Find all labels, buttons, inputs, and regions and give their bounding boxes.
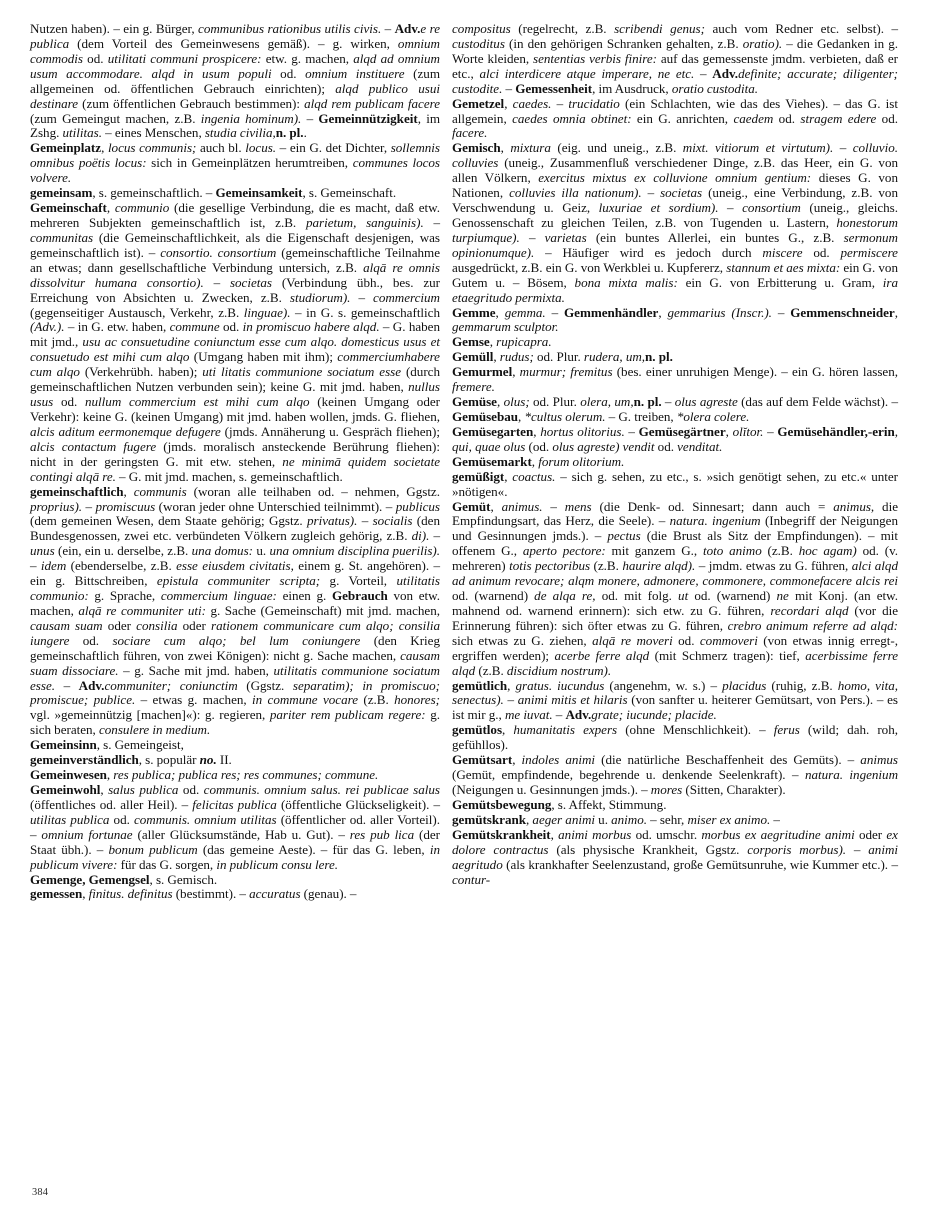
dictionary-entry: Gemme, gemma. – Gemmenhändler, gemmarius (Inscr.). – Gemmenschneider, gemmarum sculptor. — [452, 304, 898, 335]
dictionary-entry: compositus (regelrecht, z.B. scribendi genus; auch vom Redner etc. selbst). – custoditus (in den gehörigen Schranken gehalten, z.B. oratio). – die Gedanken in g. Worte kleiden, sententias verbis finire: auf das gemessenste jmdm. verbieten, daß er etc., alci interdicere atque imperare, ne etc. – Adv.definite; accurate; diligenter; custodite. – Gemessenheit, im Ausdruck, oratio custodita. — [452, 21, 899, 96]
dictionary-entry: Gemeinwohl, salus publica od. communis. omnium salus. rei publicae salus (öffentliches od. aller Heil). – felicitas publica (öffentliche Glückseligkeit). – utilitas publica od. communis. omnium utilitas (öffentlicher od. aller Vorteil). – omnium fortunae (aller Glücksumstände, Hab u. Gut). – res pub lica (der Staat übh.). – bonum publicum (das gemeine Aeste). – für das G. leben, in publicum vivere: für das G. sorgen, in publicum consu lere. — [30, 782, 441, 872]
dictionary-entry: Gemüt, animus. – mens (die Denk- od. Sinnesart; dann auch = animus, die Empfindungsart, das Herz, die Seele). – natura. ingenium (Inbegriff der Neigungen und Gesinnungen jmds.). – pectus (die Brust als Sitz der Empfindungen). – mit offenem G., aperto pectore: mit ganzem G., toto animo (z.B. hoc agam) od. (v. mehreren) totis pectoribus (z.B. haurire alqd). – jmdm. etwas zu G. führen, alci alqd ad animum revocare; alqm monere, admonere, commonere, commonefacere alcis rei od. (warnend) de alqa re, od. mit folg. ut od. (warnend) ne mit Konj. (an etw. mahnend od. warnend erinnern): sich etw. zu G. führen, recordari alqd (vor die Erinnerung führen): sich öfter etwas zu G. führen, crebro animum referre ad alqd: sich etwas zu G. ziehen, alqā re moveri od. commoveri (von etwas innig erregt-, ergriffen werden); acerbe ferre alqd (mit Schmerz tragen): tief, acerbissime ferre alqd (z.B. discidium nostrum). — [452, 498, 899, 678]
dictionary-entry: Gemütsbewegung, s. Affekt, Stimmung. — [452, 796, 667, 812]
dictionary-entry: Gemetzel, caedes. – trucidatio (ein Schlachten, wie das des Viehes). – das G. ist allgemein, caedes omnia obtinet: ein G. anrichten, caedem od. stragem edere od. facere. — [452, 95, 898, 141]
dictionary-entry: gemüßigt, coactus. – sich g. sehen, zu etc., s. »sich genötigt sehen, zu etc.« unter »nötigen«. — [452, 468, 898, 499]
dictionary-entry: Gemüsegarten, hortus olitorius. – Gemüsegärtner, olĭtor. – Gemüsehändler,-erin, qui, quae olus (od. olus agreste) vendit od. venditat. — [452, 423, 898, 454]
dictionary-entry: Gemeinsinn, s. Gemeingeist, — [30, 737, 184, 753]
dictionary-entry: gemütlos, humanitatis expers (ohne Menschlichkeit). – ferus (wild; dah. roh, gefühllos). — [452, 722, 898, 753]
dictionary-entry: Gemüse, olus; od. Plur. olera, um,n. pl. – olus agreste (das auf dem Felde wächst). – Gemüsebau, *cultus olerum. – G. treiben, *olera colere. — [452, 394, 898, 424]
dictionary-entry: Gemütskrankheit, animi morbus od. umschr. morbus ex aegritudine animi oder ex dolore contractus (als physische Krankheit, Ggstz. corporis morbus). – animi aegritudo (als krankhafter Seelenzustand, große Gemütsunruhe, wie Kummer etc.). – contur- — [452, 826, 899, 887]
dictionary-entry: Gemenge, Gemengsel, s. Gemisch. — [30, 871, 218, 887]
dictionary-entry: gemeinsam, s. gemeinschaftlich. – Gemeinsamkeit, s. Gemeinschaft. — [30, 185, 397, 201]
right-column — [452, 22, 898, 887]
two-column-layout — [30, 22, 911, 902]
dictionary-entry: Gemütsart, indoles animi (die natürliche Beschaffenheit des Gemüts). – animus (Gemüt, empfindende, begehrende u. denkende Seelenkraft). – natura. ingenium (Neigungen u. Gesinnungen jmds.). – mores (Sitten, Charakter). — [452, 752, 899, 798]
dictionary-entry: gemütlich, gratus. iucundus (angenehm, w. s.) – placidus (ruhig, z.B. homo, vita, senectus). – animi mitis et hilaris (von sanfter u. heiterer Gemütsart, von Pers.). – es ist mir g., me iuvat. – Adv.grate; iucunde; placide. — [452, 677, 898, 723]
dictionary-entry: Gemüsemarkt, forum olitorium. — [452, 453, 625, 469]
dictionary-entry: gemeinschaftlich, communis (woran alle teilhaben od. – nehmen, Ggstz. proprius). – promiscuus (woran jeder ohne Unterschied teilnimmt). – publicus (dem gemeinen Wesen, dem Staate gehörig; Ggstz. privatus). – socialis (den Bundesgenossen, zwei etc. verbündeten Völkern zugleich gehörig, z.B. di). – unus (ein, ein u. derselbe, z.B. una domus: u. una omnium disciplina puerilis). – idem (ebenderselbe, z.B. esse eiusdem civitatis, einem g. St. angehören). – ein g. Bittschreiben, epistula communiter scripta; g. Vorteil, utilitatis communio: g. Sprache, commercium linguae: einen g. Gebrauch von etw. machen, alqā re communiter uti: g. Sache (Gemeinschaft) mit jmd. machen, causam suam oder consilia oder rationem communicare cum alqo; consilia iungere od. sociare cum alqo; bel lum coniungere (den Krieg gemeinschaftlich führen, von zwei Königen): nicht g. Sache machen, causam suam dissociare. – g. Sache mit jmd. haben, utilitatis communione sociatum esse. – Adv.communiter; coniunctim (Ggstz. separatim); in promiscuo; promiscue; publice. – etwas g. machen, in commune vocare (z.B. honores; vgl. »gemeinnützig [machen]«): g. regieren, pariter rem publicam regere: g. sich beraten, consulere in medium. — [30, 483, 441, 738]
dictionary-entry: Gemüll, rudus; od. Plur. rudera, um,n. pl. — [452, 349, 673, 365]
left-column — [30, 22, 440, 902]
dictionary-entry: Gemeinplatz, locus communis; auch bl. locus. – ein G. det Dichter, sollemnis omnibus poëtis locus: sich in Gemeinplätzen herumtreiben, communes locos volvere. — [30, 140, 440, 186]
dictionary-entry: gemeinverständlich, s. populär no. II. — [30, 752, 232, 768]
dictionary-entry: gemessen, finitus. definitus (bestimmt). – accuratus (genau). – — [30, 886, 357, 902]
dictionary-entry: Gemse, rupicapra. — [452, 334, 552, 350]
dictionary-entry: Gemeinschaft, communio (die gesellige Verbindung, die es macht, daß etw. mehreren Subjekten gemeinschaftlich ist, z.B. parietum, sanguinis). – communitas (die Gemeinschaftlichkeit, als die Eigenschaft desjenigen, was gemeinschaftlich ist). – consortio. consortium (gemeinschaftliche Teilnahme an etwas; dann gesellschaftliche Verbindung untersich, z.B. alqā re omnis dissolvitur humana consortio). – societas (Verbindung übh., bes. zur Erreichung von Absichten u. Zwecken, z.B. studiorum). – commercium (gegenseitiger Austausch, Verkehr, z.B. linguae). – in G. s. gemeinschaftlich (Adv.). – in G. etw. haben, commune od. in promiscuo habere alqd. – G. haben mit jmd., usu ac consuetudine coniunctum esse cum alqo. domesticus usus et consuetudo est mihi cum alqo (Umgang haben mit ihm); commerciumhabere cum alqo (Verkehrübh. haben); uti litatis communione sociatum esse (durch gemeinschaftlichen Nutzen verbunden sein); keine G. mit jmd. haben, nullus usus od. nullum commercium est mihi cum alqo (keinen Umgang oder Verkehr): keine G. (keinen Umgang) mit jmd. haben wollen, jmds. G. fliehen, alcis aditum eermonemque defugere (jmds. Annäherung u. Gespräch fliehen); alcis contactum fugere (jmds. moralisch ansteckende Berührung fliehen): nicht in der geringsten G. mit etw. stehen, ne minimā quidem societate contingi alqā re. – G. mit jmd. machen, s. gemeinschaftlich. — [30, 200, 441, 484]
dictionary-entry: Gemeinwesen, res publica; publica res; res communes; commune. — [30, 767, 379, 783]
dictionary-entry: Gemisch, mixtura (eig. und uneig., z.B. mixt. vitiorum et virtutum). – colluvio. colluvies (uneig., Zusammenfluß verschiedener Dinge, z.B. das Heer, ein G. von allen Völkern, exercitus mixtus ex colluvione omnium gentium: dieses G. von Nationen, colluvies illa nationum). – societas (uneig., eine Verbindung, z.B. von Verschwendung u. Geiz, luxuriae et sordium). – consortium (uneig., gleichs. Genossenschaft zu gleichen Teilen, z.B. von Tugenden u. Lastern, honestorum turpiumque). – varietas (ein buntes Allerlei, ein buntes G., z.B. sermonum opinionumque). – Häufiger wird es jedoch durch miscere od. permiscere ausgedrückt, z.B. ein G. von Werkblei u. Kupfererz, stannum et aes mixta: ein G. von Gutem u. – Bösem, bona mixta malis: ein G. von Erbitterung u. Gram, ira etaegritudo permixta. — [452, 140, 898, 305]
dictionary-entry: Nutzen haben). – ein g. Bürger, communibus rationibus utilis civis. – Adv.e re publica (dem Vorteil des Gemeinwesens gemäß). – g. wirken, omnium commodis od. utilitati communi prospicere: etw. g. machen, alqd ad omnium usum accommodare. alqd in usum populi od. omnium instituere (zum allgemeinen od. öffentlichen Gebrauch einrichten); alqd publico usui destinare (zum öffentlichen Gebrauch bestimmen): alqd rem publicam facere (zum Gemeingut machen, z.B. ingenia hominum). – Gemeinnützigkeit, im Zshg. utilitas. – eines Menschen, studia civilia,n. pl.. — [30, 21, 441, 141]
page-number: 384 — [32, 1187, 49, 1198]
dictionary-entry: gemütskrank, aeger animi u. animo. – sehr, miser ex animo. – — [452, 811, 780, 827]
dictionary-entry: Gemurmel, murmur; fremitus (bes. einer unruhigen Menge). – ein G. hören lassen, fremere. — [452, 364, 898, 395]
